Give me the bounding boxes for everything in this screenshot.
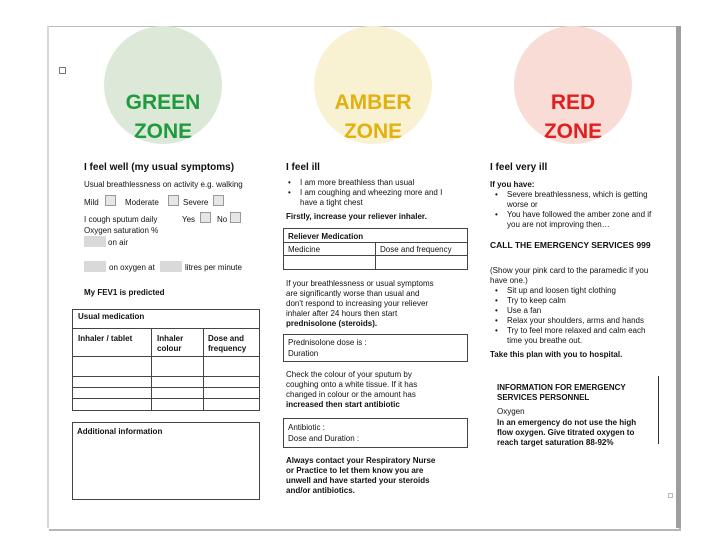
table-rule — [284, 255, 467, 256]
amber-bullet-2: • I am coughing and wheezing more and I have a tight chest — [300, 188, 460, 208]
green-zone-title: GREEN — [125, 91, 201, 114]
amber-zone-title: AMBER — [334, 91, 412, 114]
reliever-col-medicine: Medicine — [288, 245, 321, 254]
severe-label: Severe — [183, 198, 209, 207]
prednisolone-dose-label: Prednisolone dose is : — [288, 338, 367, 347]
yes-checkbox[interactable] — [200, 212, 211, 223]
info-title-1: INFORMATION FOR EMERGENCY — [497, 383, 626, 392]
moderate-label: Moderate — [125, 198, 159, 207]
table-rule — [73, 356, 259, 357]
med-col-colour: Inhaler colour — [157, 334, 184, 353]
red-heading: I feel very ill — [490, 162, 548, 173]
sputum-text-1: Check the colour of your sputum by — [286, 370, 412, 379]
sputum-text-3: changed in colour or the amount has — [286, 390, 416, 399]
amber-heading: I feel ill — [286, 162, 320, 173]
pink-card-2: have one.) — [490, 276, 528, 285]
table-rule — [73, 328, 259, 329]
antibiotic-label: Antibiotic : — [288, 423, 325, 432]
table-rule — [658, 376, 659, 444]
paragraph-mark-icon — [668, 493, 673, 498]
on-oxygen-label: on oxygen at — [109, 263, 155, 272]
pink-card-1: (Show your pink card to the paramedic if you — [490, 266, 649, 275]
amber-zone-subtitle: ZONE — [343, 120, 403, 143]
take-plan: Take this plan with you to hospital. — [490, 350, 623, 359]
oxygen-text-3: reach target saturation 88-92% — [497, 438, 614, 447]
tip-3: • Use a fan — [507, 306, 541, 316]
worse-text-3: don't respond to increasing your reliever — [286, 299, 429, 308]
red-bullet-1: • Severe breathlessness, which is getting worse or — [507, 190, 659, 210]
green-breathless-label: Usual breathlessness on activity e.g. walking — [84, 180, 243, 189]
mild-label: Mild — [84, 198, 99, 207]
on-air-label: on air — [108, 238, 129, 247]
oxygen-text-2: flow oxygen. Give titrated oxygen to — [497, 428, 635, 437]
red-zone-title: RED — [550, 91, 596, 114]
medication-title: Usual medication — [78, 312, 145, 321]
oxygen-saturation-label: Oxygen saturation % — [84, 226, 159, 235]
tip-5: • Try to feel more relaxed and calm each time you breathe out. — [507, 326, 662, 346]
call-emergency: CALL THE EMERGENCY SERVICES 999 — [490, 240, 651, 250]
red-bullet-2: • You have followed the amber zone and if you are not improving then… — [507, 210, 659, 230]
table-anchor-icon[interactable] — [59, 67, 66, 74]
antibiotic-dose-label: Dose and Duration : — [288, 434, 360, 443]
if-you-have: If you have: — [490, 180, 535, 189]
oxygen-text-1: In an emergency do not use the high — [497, 418, 637, 427]
green-zone-subtitle: ZONE — [133, 120, 193, 143]
amber-zone-badge — [314, 26, 432, 144]
tip-4: • Relax your shoulders, arms and hands — [507, 316, 644, 326]
tip-1: • Sit up and loosen tight clothing — [507, 286, 616, 296]
severe-checkbox[interactable] — [213, 195, 224, 206]
contact-text-4: and/or antibiotics. — [286, 486, 355, 495]
table-rule — [73, 398, 259, 399]
worse-text-1: If your breathlessness or usual symptoms — [286, 279, 434, 288]
reliever-col-dose: Dose and frequency — [380, 245, 452, 254]
reliever-instruction: Firstly, increase your reliever inhaler. — [286, 212, 427, 221]
med-col-inhaler: Inhaler / tablet — [78, 334, 133, 343]
yes-label: Yes — [182, 215, 196, 224]
reliever-title: Reliever Medication — [288, 232, 364, 241]
circle-cutoff — [100, 147, 640, 157]
amber-bullet-1: • I am more breathless than usual — [300, 178, 414, 188]
no-checkbox[interactable] — [230, 212, 241, 223]
oxygen-label: Oxygen — [497, 407, 525, 416]
sputum-text-2: coughing onto a white tissue. If it has — [286, 380, 418, 389]
oxygen-air-field[interactable] — [84, 236, 106, 247]
additional-info-title: Additional information — [77, 427, 163, 436]
fev1-label: My FEV1 is predicted — [84, 288, 165, 297]
sputum-text-4: increased then start antibiotic — [286, 400, 400, 409]
table-rule — [73, 376, 259, 377]
usual-medication-table — [72, 309, 260, 411]
info-title-2: SERVICES PERSONNEL — [497, 393, 590, 402]
sputum-label: I cough sputum daily — [84, 215, 158, 224]
litres-field[interactable] — [160, 261, 182, 272]
contact-text-3: unwell and have started your steroids — [286, 476, 430, 485]
table-rule — [73, 387, 259, 388]
red-zone-badge — [514, 26, 632, 144]
prednisolone-duration-label: Duration — [288, 349, 319, 358]
oxygen-saturation-field[interactable] — [84, 261, 106, 272]
worse-text-4: inhaler after 24 hours then start — [286, 309, 398, 318]
mild-checkbox[interactable] — [105, 195, 116, 206]
tip-2: • Try to keep calm — [507, 296, 566, 306]
med-col-dose: Dose and frequency — [208, 334, 247, 353]
moderate-checkbox[interactable] — [168, 195, 179, 206]
no-label: No — [217, 215, 228, 224]
contact-text-2: or Practice to let them know you are — [286, 466, 424, 475]
page-left-edge — [47, 26, 49, 528]
worse-text-5: prednisolone (steroids). — [286, 319, 378, 328]
page-right-edge — [676, 26, 681, 528]
green-heading: I feel well (my usual symptoms) — [84, 162, 235, 173]
red-zone-subtitle: ZONE — [543, 120, 603, 143]
contact-text-1: Always contact your Respiratory Nurse — [286, 456, 436, 465]
worse-text-2: are significantly worse than usual and — [286, 289, 420, 298]
green-zone-badge — [104, 26, 222, 144]
litres-label: litres per minute — [185, 263, 242, 272]
